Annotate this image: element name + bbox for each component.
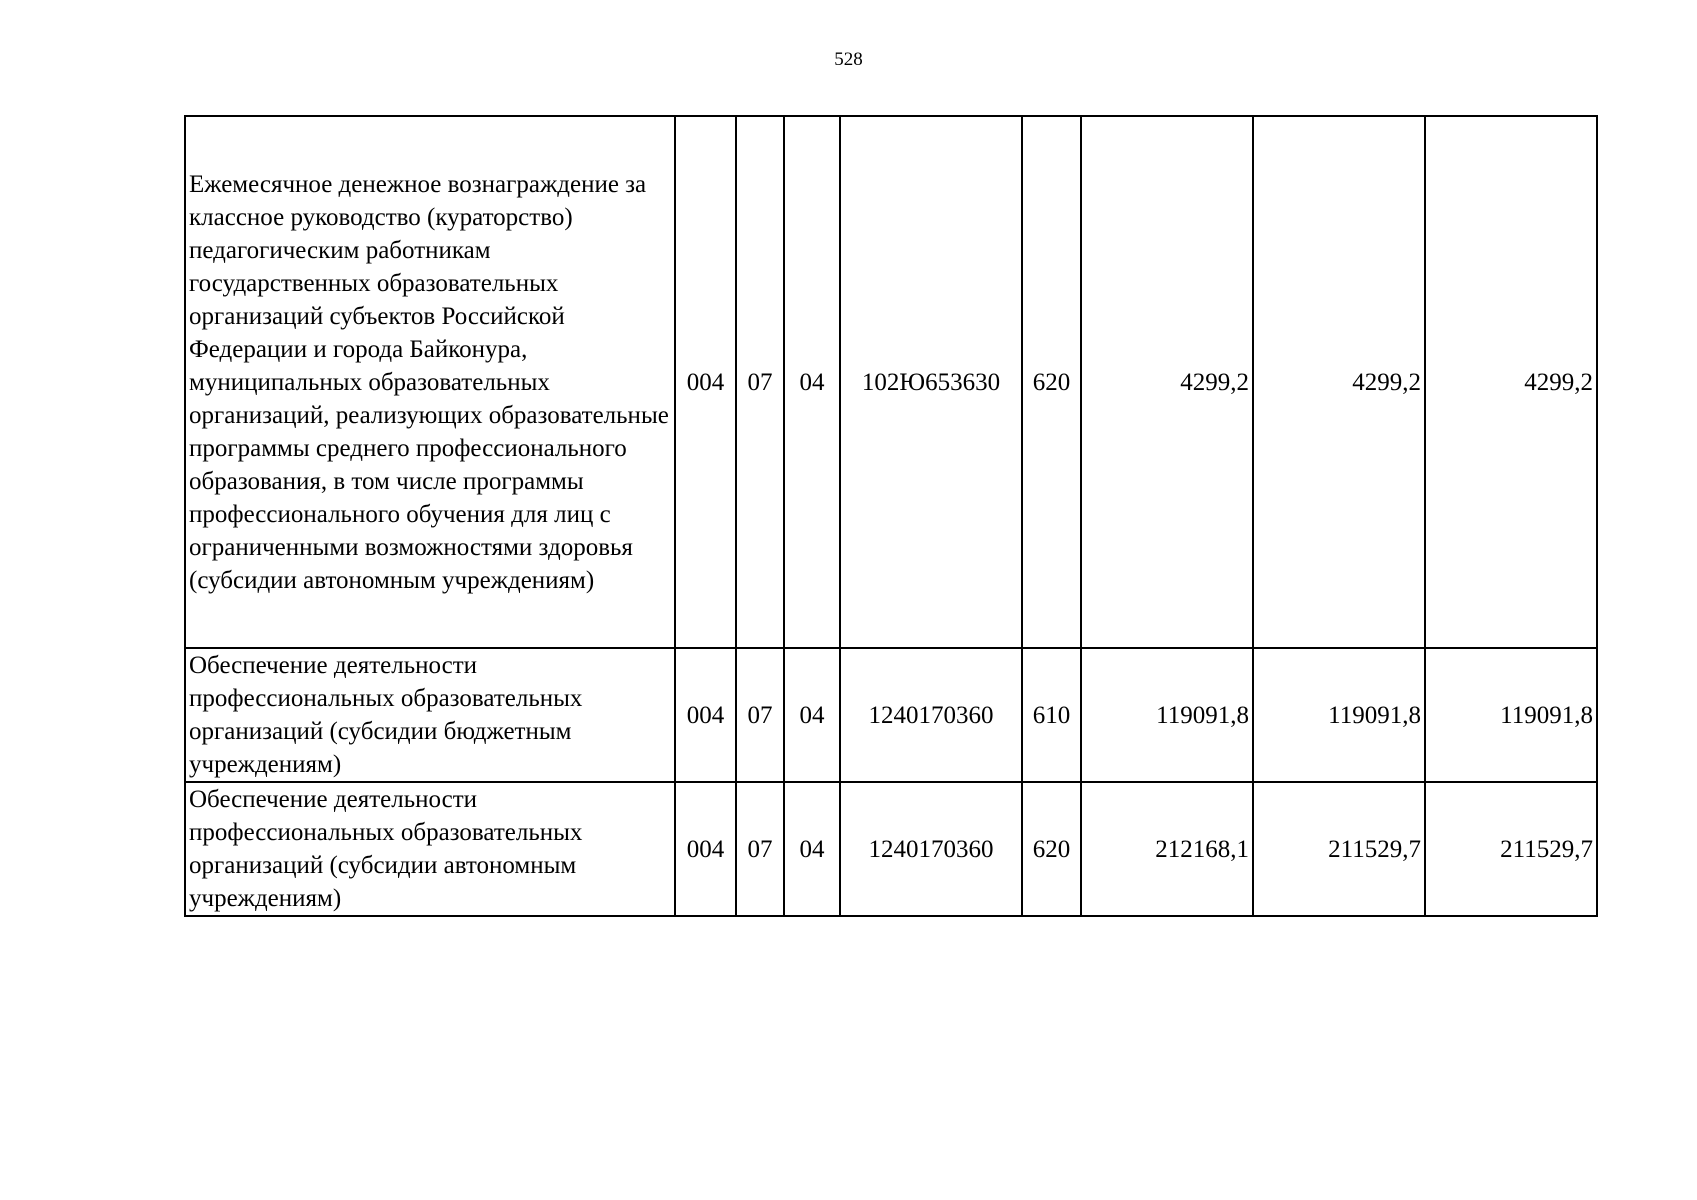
section-code: 07 <box>736 648 784 782</box>
expense-type-code: 610 <box>1022 648 1081 782</box>
row-description: Ежемесячное денежное вознаграждение за классное руководство (кураторство) педагогическим работникам государственных образовательных организаций субъектов Российской Федерации и города Байконура, муниципальных образовательных организаций, реализующих образовательные программы среднего профессионального образования, в том числе программы профессионального обучения для лиц с ограниченными возможностями здоровья (субсидии автономным учреждениям) <box>185 116 675 648</box>
amount-1: 212168,1 <box>1081 782 1253 916</box>
table-row <box>185 648 1597 782</box>
target-article-code: 102Ю653630 <box>840 116 1022 648</box>
subsection-code: 04 <box>784 648 840 782</box>
amount-2: 4299,2 <box>1253 116 1425 648</box>
subsection-code: 04 <box>784 116 840 648</box>
amount-3: 4299,2 <box>1425 116 1597 648</box>
budget-table <box>184 115 1598 917</box>
amount-2: 211529,7 <box>1253 782 1425 916</box>
amount-3: 211529,7 <box>1425 782 1597 916</box>
page-number: 528 <box>834 49 863 70</box>
ministry-code: 004 <box>675 782 736 916</box>
amount-2: 119091,8 <box>1253 648 1425 782</box>
ministry-code: 004 <box>675 648 736 782</box>
table-row <box>185 782 1597 916</box>
section-code: 07 <box>736 116 784 648</box>
expense-type-code: 620 <box>1022 782 1081 916</box>
target-article-code: 1240170360 <box>840 648 1022 782</box>
expense-type-code: 620 <box>1022 116 1081 648</box>
row-description: Обеспечение деятельности профессиональных образовательных организаций (субсидии бюджетным учреждениям) <box>185 648 675 782</box>
ministry-code: 004 <box>675 116 736 648</box>
section-code: 07 <box>736 782 784 916</box>
amount-1: 119091,8 <box>1081 648 1253 782</box>
subsection-code: 04 <box>784 782 840 916</box>
amount-3: 119091,8 <box>1425 648 1597 782</box>
amount-1: 4299,2 <box>1081 116 1253 648</box>
row-description: Обеспечение деятельности профессиональных образовательных организаций (субсидии автономным учреждениям) <box>185 782 675 916</box>
table-row <box>185 116 1597 648</box>
target-article-code: 1240170360 <box>840 782 1022 916</box>
